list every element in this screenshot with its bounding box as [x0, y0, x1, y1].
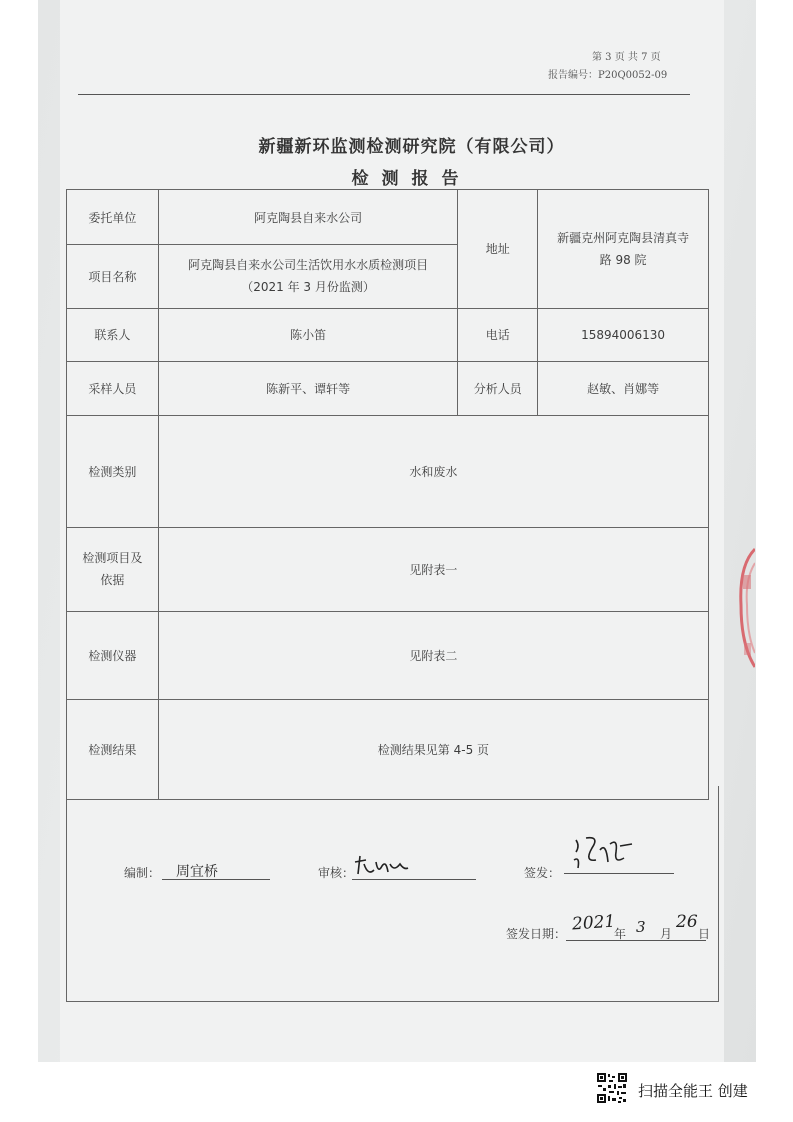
analysts-label: 分析人员 [458, 361, 538, 415]
phone-value: 15894006130 [538, 308, 709, 361]
contact-value: 陈小笛 [158, 308, 457, 361]
date-label: 签发日期： [506, 927, 567, 941]
date-underline [566, 939, 706, 941]
phone-label: 电话 [458, 308, 538, 361]
report-number: 报告编号：P20Q0052-09 [548, 70, 668, 81]
date-month-unit: 月 [660, 927, 673, 941]
approver-label: 签发： [524, 866, 561, 880]
result-value: 检测结果见第 4-5 页 [158, 699, 708, 799]
scanner-text: 扫描全能王 创建 [638, 1082, 748, 1100]
red-stamp-fragment-icon [735, 545, 755, 670]
items-label-line-1: 检测项目及 [82, 551, 143, 566]
client-value: 阿克陶县自来水公司 [158, 190, 457, 245]
project-line-1: 阿克陶县自来水公司生活饮用水水质检测项目 [188, 258, 429, 273]
header-rule [78, 94, 690, 95]
approver-underline [564, 872, 674, 874]
compiler-label: 编制： [124, 866, 161, 880]
address-label: 地址 [458, 190, 538, 309]
address-line-1: 新疆克州阿克陶县清真寺 [557, 230, 690, 245]
category-label: 检测类别 [67, 416, 159, 528]
project-line-2: （2021 年 3 月份监测） [241, 280, 375, 295]
page-number: 第 3 页 共 7 页 [592, 52, 661, 63]
compiler-name: 周宜桥 [176, 864, 218, 880]
reviewer-label: 审核： [318, 866, 355, 880]
report-info-table [66, 189, 709, 800]
date-year-unit: 年 [614, 927, 627, 941]
reviewer-underline [352, 878, 476, 880]
qr-code-icon [596, 1072, 628, 1104]
institution-name: 新疆新环监测检测研究院（有限公司） [258, 137, 565, 157]
reviewer-signature-icon [352, 852, 412, 880]
approver-signature-icon [570, 832, 640, 874]
compiler-underline [162, 878, 270, 880]
date-day: 26 [676, 912, 698, 932]
project-value [158, 245, 457, 308]
items-label-line-2: 依据 [100, 573, 125, 588]
items-label [67, 527, 159, 611]
address-line-2: 路 98 院 [599, 252, 647, 267]
project-label: 项目名称 [67, 245, 159, 308]
date-day-unit: 日 [698, 927, 711, 941]
signature-section [66, 786, 719, 1002]
samplers-value: 陈新平、谭轩等 [158, 361, 457, 415]
samplers-label: 采样人员 [67, 361, 159, 415]
address-value [538, 190, 709, 309]
result-label: 检测结果 [67, 699, 159, 799]
client-label: 委托单位 [67, 190, 159, 245]
date-month: 3 [636, 918, 646, 936]
category-value: 水和废水 [158, 416, 708, 528]
report-title: 检测报告 [351, 169, 472, 189]
analysts-value: 赵敏、肖娜等 [538, 361, 709, 415]
instrument-value: 见附表二 [158, 611, 708, 699]
date-year: 2021 [571, 911, 616, 935]
contact-label: 联系人 [67, 308, 159, 361]
instrument-label: 检测仪器 [67, 611, 159, 699]
items-value: 见附表一 [158, 527, 708, 611]
